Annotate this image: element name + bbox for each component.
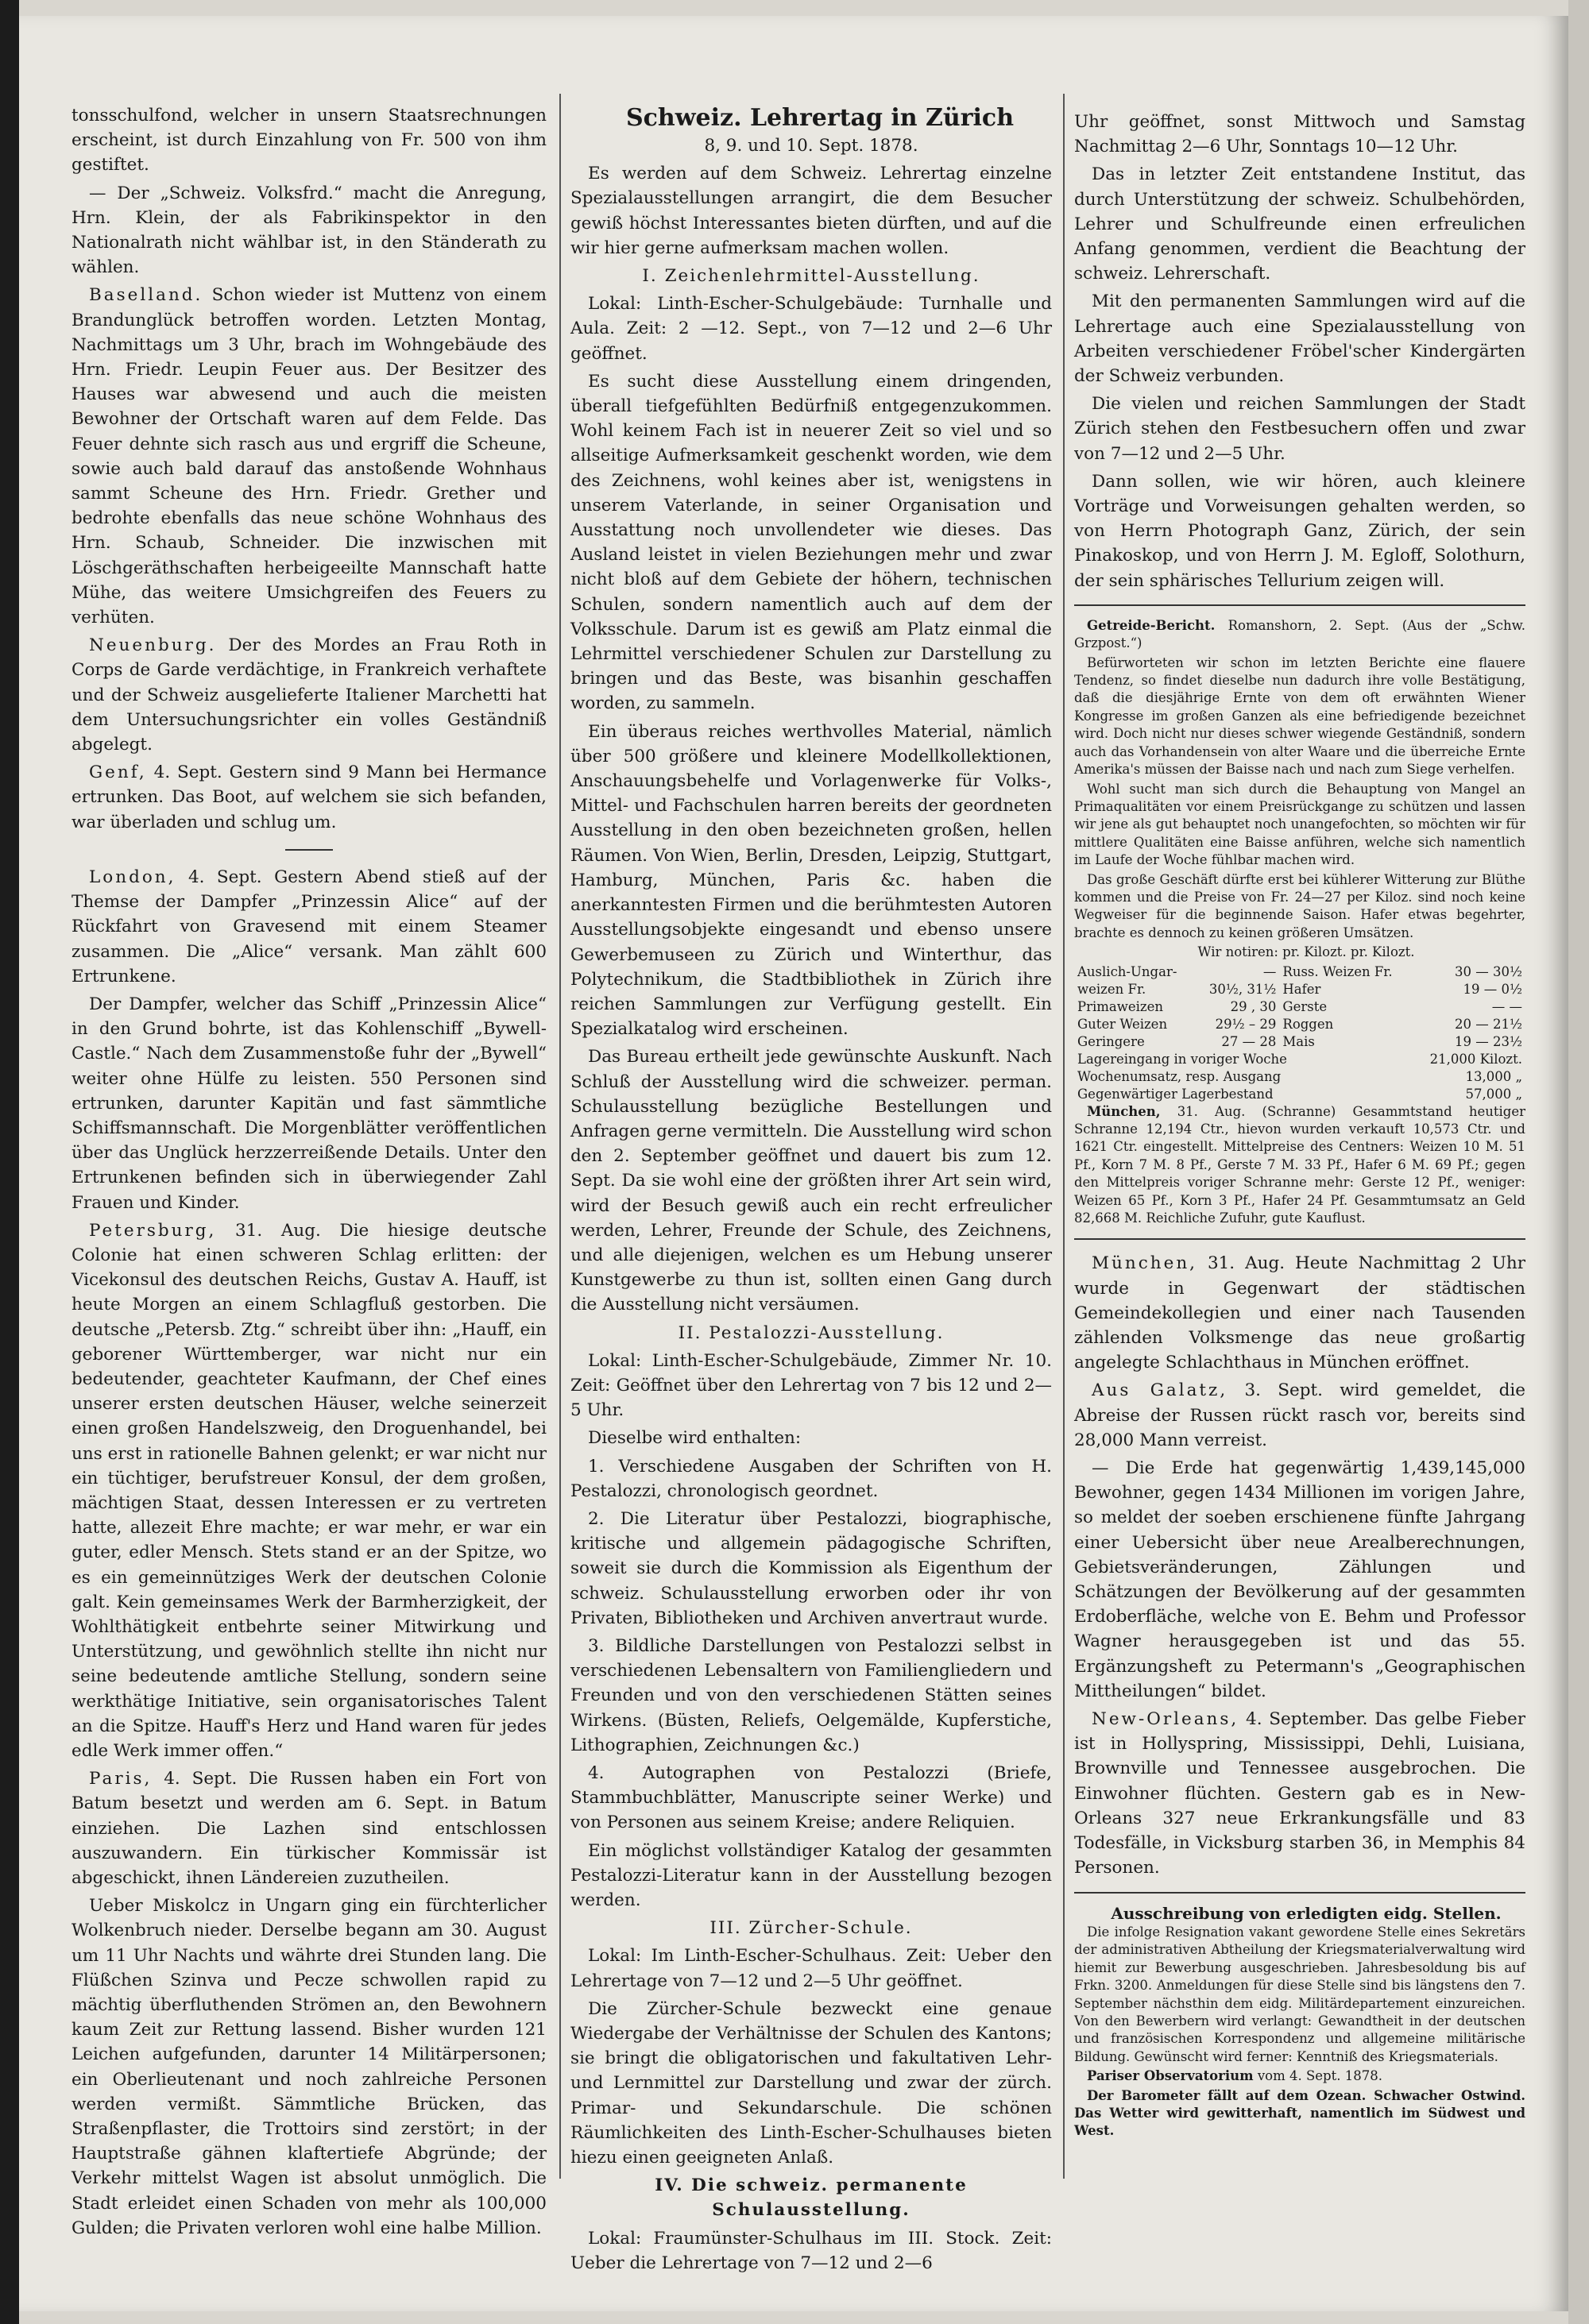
table-cell: 30 — 30½ xyxy=(1455,963,1522,979)
table-cell: Gerste xyxy=(1282,998,1328,1014)
paragraph: Ein überaus reiches werthvolles Material, nämlich über 500 größere und kleinere Modellkollektionen, Anschauungsbehelfe und Vorlagenwerke für Volks-, Mittel- und Fachschulen harren bereits der geordneten Ausstellung in den oben bezeichneten großen, hellen Räumen. Von Wien, Berlin, Dresden, Leipzig, Stuttgart, Hamburg, München, Paris &c. haben die anerkanntesten Firmen und die berühmtesten Autoren Ausstellungsobjekte eingesandt und ebenso unsere Gewerbemuseen zu Zürich und Winterthur, das Polytechnikum, die Stadtbibliothek in Zürich ihre reichen Sammlungen zur Verfügung gestellt. Ein Spezialkatalog wird erscheinen. xyxy=(570,721,1052,1040)
section-divider xyxy=(1074,1892,1525,1894)
section-divider xyxy=(285,849,333,851)
table-cell: — — xyxy=(1491,998,1522,1014)
news-text: 3. Sept. wird gemeldet, die Abreise der Russen rückt rasch vor, bereits sind 28,000 Mann verreist. xyxy=(1074,1380,1525,1450)
paragraph: Der Dampfer, welcher das Schiff „Prinzessin Alice“ in den Grund bohrte, ist das Kohlenschiff „Bywell-Castle.“ Nach dem Zusammenstoße fuhr der „Bywell“ weiter ohne Hülfe zu leisten. 550 Personen sind ertrunken, darunter Kapitän und fast sämmtliche Schiffsmannschaft. Die Morgenblätter veröffentlichen über das Unglück herzzerreißende Details. Unter den Ertrunkenen befinden sich in überwiegender Zahl Frauen und Kinder. xyxy=(72,994,547,1213)
table-cell: 19 — 23½ xyxy=(1455,1033,1522,1049)
table-cell: Lagereingang in voriger Woche xyxy=(1077,1051,1287,1067)
dateline: München, xyxy=(1087,1103,1161,1119)
observatory-title: Pariser Observatorium xyxy=(1087,2068,1254,2084)
rates-caption: Wir notiren: pr. Kilozt. pr. Kilozt. xyxy=(1197,944,1415,960)
paragraph: Es sucht diese Ausstellung einem dringenden, überall tiefgefühlten Bedürfniß entgegenzukommen. Wohl keinem Fach ist in neuerer Zeit so viel und so allseitige Aufmerksamkeit geschenkt worden, wie dem des Zeichnens, wohl keines aber ist, wenigstens in unserem Vaterlande, in seiner Organisation und Ausstattung noch unvollendeter wie dieses. Das Ausland leistet in vielen Beziehungen mehr und zwar nicht bloß auf dem Gebiete der höhern, technischen Schulen, sondern namentlich auch auf dem der Volksschule. Darum ist es gewiß am Platz einmal die Lehrmittel verschiedener Schulen zur Darstellung zu bringen und das Beste, was bisanhin geschaffen worden, zu sammeln. xyxy=(570,371,1052,714)
paragraph: Die Zürcher-Schule bezweckt eine genaue Wiedergabe der Verhältnisse der Schulen des Kantons; sie bringt die obligatorischen und fakultativen Lehr- und Lernmittel zur Darstellung und zwar der zürch. Primar- und Sekundarschule. Die schönen Räumlichkeiten des Linth-Escher-Schulhauses bieten hiezu einen geeigneten Anlaß. xyxy=(570,1998,1052,2168)
list-item: 1. Verschiedene Ausgaben der Schriften von H. Pestalozzi, chronologisch geordnet. xyxy=(570,1456,1052,1501)
table-cell: 30½, 31½ xyxy=(1208,981,1277,997)
paragraph: Befürworteten wir schon im letzten Berichte eine flauere Tendenz, so findet dieselbe nun dadurch ihre volle Bestätigung, daß die diesjährige Ernte von dem oft erwähnten Wiener Kongresse im großen Ganzen als eine befriedigende bezeichnet wird. Doch nicht nur dieses schwer wiegende Geständniß, sondern auch das Vorhandensein von alter Waare und die überreiche Ernte Amerika's müssen der Baisse nach und nach zum Siege verhelfen. xyxy=(1074,654,1525,778)
observatory-header xyxy=(1074,2067,1525,2085)
table-cell: Wochenumsatz, resp. Ausgang xyxy=(1077,1068,1282,1084)
job-notice xyxy=(1074,1905,1525,2141)
table-cell: 57,000 „ xyxy=(1465,1086,1522,1102)
table-cell: Primaweizen xyxy=(1077,998,1163,1014)
dateline: Baselland. xyxy=(89,285,203,306)
news-item-london xyxy=(72,865,547,989)
table-row xyxy=(1074,1016,1525,1033)
table-row xyxy=(1074,1068,1525,1086)
table-cell: 20 — 21½ xyxy=(1455,1016,1522,1032)
paragraph: Das in letzter Zeit entstandene Institut, das durch Unterstützung der schweiz. Schulbehörden, Lehrer und Schulfreunde einen erfreulichen Anfang genommen, verdient die Beachtung der schweiz. Lehrerschaft. xyxy=(1074,164,1525,284)
table-cell: Roggen xyxy=(1282,1016,1334,1032)
dateline: Paris, xyxy=(89,1769,153,1789)
news-text: 4. Sept. Gestern Abend stieß auf der Themse der Dampfer „Prinzessin Alice“ auf der Rückfahrt von Gravesend mit einem Steamer zusammen. Die „Alice“ versank. Man zählt 600 Ertrunkene. xyxy=(72,867,547,986)
paragraph: Das große Geschäft dürfte erst bei kühlerer Witterung zur Blüthe kommen und die Preise von Fr. 24—27 per Kiloz. sind noch keine Wegweiser für die beginnende Saison. Hafer etwas begehrter, brachte es dennoch zu keinen größeren Umsätzen. xyxy=(1074,871,1525,940)
news-text: 4. Sept. Die Russen haben ein Fort von Batum besetzt und werden am 6. Sept. in Batum einziehen. Die Lazhen sind entschlossen auszuwandern. Ein türkischer Kommissär ist abgeschickt, ihnen Ländereien zuzutheilen. xyxy=(72,1769,547,1889)
news-item-genf xyxy=(72,760,547,835)
column-rule xyxy=(559,94,561,2179)
paragraph: — Der „Schweiz. Volksfrd.“ macht die Anregung, Hrn. Klein, der als Fabrikinspektor in den Nationalrath nicht wählbar ist, in den Ständerath zu wählen. xyxy=(72,183,547,278)
table-row xyxy=(1074,1033,1525,1051)
section-heading: IV. Die schweiz. permanente Schulausstellung. xyxy=(655,2175,968,2221)
paragraph: Das Bureau ertheilt jede gewünschte Auskunft. Nach Schluß der Ausstellung wird die schweizer. perman. Schulausstellung bezügliche Bestellungen und Anfragen gerne vermitteln. Die Ausstellung wird schon den 2. September geöffnet und dauert bis zum 12. Sept. Da sie wohl eine der größten ihrer Art sein wird, wird der Besuch gewiß auch ein recht erfreulicher werden, Lehrer, Freunde der Schule, des Zeichnens, und alle diejenigen, welchen es um Hebung unserer Kunstgewerbe zu thun ist, sollten einen Gang durch die Ausstellung nicht versäumen. xyxy=(570,1047,1052,1315)
list-item: 3. Bildliche Darstellungen von Pestalozzi selbst in verschiedenen Lebensaltern von Familiengliedern und Freunden und von den verschiedenen Stätten seines Wirkens. (Büsten, Reliefs, Oelgemälde, Kupferstiche, Lithographien, Zeichnungen &c.) xyxy=(570,1635,1052,1755)
dateline: Neuenburg. xyxy=(89,635,217,656)
location-line: Lokal: Linth-Escher-Schulgebäude, Zimmer Nr. 10. Zeit: Geöffnet über den Lehrertag von 7 bis 12 und 2—5 Uhr. xyxy=(570,1350,1052,1421)
column-right xyxy=(1074,110,1525,2142)
news-text: Schon wieder ist Muttenz von einem Brandunglück betroffen worden. Letzten Montag, Nachmittags um 3 Uhr, brach im Wohngebäude des Hrn. Friedr. Leupin Feuer aus. Der Besitzer des Hauses war abwesend und auch die meisten Bewohner der Ortschaft waren auf dem Felde. Das Feuer dehnte sich rasch aus und ergriff die Scheune, sowie auch bald darauf das anstoßende Wohnhaus sammt Scheune des Hrn. Friedr. Grether und bedrohte ebenfalls das neue schöne Wohnhaus des Hrn. Schaub, Schneider. Die inzwischen mit Löschgeräthschaften herbeigeeilte Mannschaft hatte Mühe, das weitere Umsichgreifen des Feuers zu verhüten. xyxy=(72,285,547,628)
paragraph: Die vielen und reichen Sammlungen der Stadt Zürich stehen den Festbesuchern offen und zwar von 7—12 und 2—5 Uhr. xyxy=(1074,394,1525,464)
dateline: London, xyxy=(89,867,176,887)
dateline: Genf, xyxy=(89,762,147,783)
grain-report xyxy=(1074,617,1525,1228)
column-middle xyxy=(570,103,1052,2279)
table-cell: — xyxy=(1262,963,1277,979)
news-item-erde: — Die Erde hat gegenwärtig 1,439,145,000 Bewohner, gegen 1434 Millionen im vorigen Jahre, so meldet der soeben erschienene fünfte Jahrgang einer Uebersicht über neue Arealberechnungen, Gebietsveränderungen, Zählungen und Schätzungen der Bevölkerung auf der gesammten Erdoberfläche, welche von E. Behm und Professor Wagner herausgegeben ist und das 55. Ergänzungsheft zu Petermann's „Geographischen Mittheilungen“ bildet. xyxy=(1074,1458,1525,1701)
table-cell: 13,000 „ xyxy=(1465,1068,1522,1084)
grain-report-title: Getreide-Bericht. xyxy=(1087,617,1216,633)
news-item-galatz xyxy=(1074,1378,1525,1453)
notice-text: Die infolge Resignation vakant gewordene Stelle eines Sekretärs der administrativen Abtheilung der Kriegsmaterialverwaltung wird hiemit zur Bewerbung ausgeschrieben. Jahresbesoldung bis auf Frkn. 3200. Anmeldungen für diese Stelle sind bis längstens den 7. September nächsthin dem eidg. Militärdepartement einzureichen. Von den Bewerbern wird verlangt: Gewandtheit in der deutschen und französischen Korrespondenz und allgemeine militärische Bildung. Gewünscht wird ferner: Kenntniß des Kriegsmaterials. xyxy=(1074,1924,1525,2064)
news-item-baselland xyxy=(72,283,547,630)
notice-title: Ausschreibung von erledigten eidg. Stellen. xyxy=(1111,1903,1502,1923)
article-title: Schweiz. Lehrertag in Zürich xyxy=(625,104,1015,132)
news-text: 4. Sept. Gestern sind 9 Mann bei Hermance ertrunken. Das Boot, auf welchem sie sich befanden, war überladen und schlug um. xyxy=(72,762,547,832)
dateline: Aus Galatz, xyxy=(1092,1380,1228,1401)
news-text: Der des Mordes an Frau Roth in Corps de Garde verdächtige, in Frankreich verhaftete und der Schweiz ausgelieferte Italiener Marchetti hat dem Untersuchungsrichter ein volles Geständniß abgelegt. xyxy=(72,635,547,755)
table-cell: Auslich-Ungar- xyxy=(1077,963,1177,979)
munchen-market-report xyxy=(1074,1103,1525,1228)
section-heading: II. Pestalozzi-Ausstellung. xyxy=(678,1322,945,1343)
observatory-date: vom 4. Sept. 1878. xyxy=(1257,2068,1382,2084)
table-cell: Mais xyxy=(1282,1033,1315,1049)
paragraph: Wohl sucht man sich durch die Behauptung von Mangel an Primaqualitäten vor einem Preisrückgange zu schützen und lassen wir jene als gut behauptet noch unangefochten, so möchten wir für mittlere Qualitäten eine Baisse anführen, welche sich namentlich im Laufe der Woche fühlbar machen wird. xyxy=(1074,781,1525,868)
location-line: Lokal: Im Linth-Escher-Schulhaus. Zeit: Ueber den Lehrertage von 7—12 und 2—5 Uhr geöffnet. xyxy=(570,1946,1052,1991)
table-cell: Hafer xyxy=(1282,981,1321,997)
news-item-miskolcz: Ueber Miskolcz in Ungarn ging ein fürchterlicher Wolkenbruch nieder. Derselbe begann am 30. August um 11 Uhr Nachts und währte drei Stunden lang. Die Flüßchen Szinva und Pecze schwollen rapid zu mächtig überfluthenden Strömen an, den Bewohnern kaum Zeit zur Rettung lassend. Bisher wurden 121 Leichen aufgefunden, darunter 14 Militärpersonen; ein Oberlieutenant und noch zahlreiche Personen werden vermißt. Sämmtliche Brücken, das Straßenpflaster, die Trottoirs sind zerstört; in der Hauptstraße gähnen klaftertiefe Abgründe; der Verkehr mittelst Wagen ist absolut unmöglich. Die Stadt erleidet einen Schaden von mehr als 100,000 Gulden; die Privaten verloren wohl eine halbe Million. xyxy=(72,1896,547,2238)
paragraph: Mit den permanenten Sammlungen wird auf die Lehrertage auch eine Spezialausstellung von Arbeiten verschiedener Fröbel'scher Kindergärten der Schweiz verbunden. xyxy=(1074,291,1525,387)
table-row xyxy=(1074,1086,1525,1103)
table-cell: Gegenwärtiger Lagerbestand xyxy=(1077,1086,1274,1102)
news-item-munchen xyxy=(1074,1251,1525,1375)
dateline: Petersburg, xyxy=(89,1220,217,1241)
news-text: 31. Aug. (Schranne) Gesammtstand heutiger Schranne 12,194 Ctr., hievon wurden verkauft 10,573 Ctr. und 1621 Ctr. eingestellt. Mittelpreise des Centners: Weizen 10 M. 51 Pf., Korn 7 M. 8 Pf., Gerste 7 M. 33 Pf., Hafer 6 M. 69 Pf.; gegen den Mittelpreis voriger Schranne mehr: Gerste 12 Pf., weniger: Weizen 65 Pf., Korn 3 Pf., Hafer 24 Pf. Gesammtumsatz an Geld 82,668 M. Reichliche Zufuhr, gute Kauflust. xyxy=(1074,1103,1526,1226)
column-left xyxy=(72,103,547,2244)
paragraph: tonsschulfond, welcher in unsern Staatsrechnungen erscheint, ist durch Einzahlung von Fr. 500 von ihm gestiftet. xyxy=(72,106,547,176)
table-row xyxy=(1074,998,1525,1016)
table-cell: 21,000 Kilozt. xyxy=(1429,1051,1522,1067)
news-text: 4. September. Das gelbe Fieber ist in Hollyspring, Mississippi, Dehli, Luisiana, Brownville und Tennessee ausgebrochen. Die Einwohner flüchten. Gestern gab es in New-Orleans 327 neue Erkrankungsfälle und 83 Todesfälle, in Vicksburg starben 36, in Memphis 84 Personen. xyxy=(1074,1709,1525,1878)
section-heading: I. Zeichenlehrmittel-Ausstellung. xyxy=(642,266,980,287)
table-row xyxy=(1074,981,1525,998)
news-item-neuenburg xyxy=(72,633,547,757)
paragraph: Uhr geöffnet, sonst Mittwoch und Samstag Nachmittag 2—6 Uhr, Sonntags 10—12 Uhr. xyxy=(1074,112,1525,157)
list-item: 2. Die Literatur über Pestalozzi, biographische, kritische und allgemein pädagogische Schriften, soweit sie durch die Kommission als Eigenthum der schweiz. Schulausstellung erworben oder ihr von Privaten, Bibliotheken und Archiven anvertraut wurde. xyxy=(570,1508,1052,1628)
location-line: Lokal: Fraumünster-Schulhaus im III. Stock. Zeit: Ueber die Lehrertage von 7—12 und 2—6 xyxy=(570,2228,1052,2273)
section-divider xyxy=(1074,1238,1525,1240)
table-cell: 29 , 30 xyxy=(1230,998,1277,1014)
column-rule xyxy=(1063,94,1065,2179)
table-cell: Guter Weizen xyxy=(1077,1016,1168,1032)
observatory-text: Der Barometer fällt auf dem Ozean. Schwacher Ostwind. Das Wetter wird gewitterhaft, namentlich im Südwest und West. xyxy=(1074,2087,1525,2139)
article-dates: 8, 9. und 10. Sept. 1878. xyxy=(704,136,918,156)
news-item-new-orleans xyxy=(1074,1707,1525,1880)
grain-report-source: Romanshorn, 2. Sept. (Aus der „Schw. Grzpost.“) xyxy=(1074,617,1525,651)
news-item-paris xyxy=(72,1766,547,1890)
table-cell: Geringere xyxy=(1077,1033,1145,1049)
news-item-petersburg xyxy=(72,1218,547,1763)
section-heading: III. Zürcher-Schule. xyxy=(709,1918,913,1939)
paragraph: Dann sollen, wie wir hören, auch kleinere Vorträge und Vorweisungen gehalten werden, so von Herrn Photograph Ganz, Zürich, der sein Pinakoskop, und von Herrn J. M. Egloff, Solothurn, der sein sphärisches Tellurium zeigen will. xyxy=(1074,471,1525,591)
table-cell: weizen Fr. xyxy=(1077,981,1146,997)
paragraph: Dieselbe wird enthalten: xyxy=(588,1428,802,1449)
grain-report-header xyxy=(1074,617,1525,653)
dateline: New-Orleans, xyxy=(1092,1709,1239,1730)
table-cell: 19 — 0½ xyxy=(1463,981,1522,997)
paragraph: Es werden auf dem Schweiz. Lehrertag einzelne Spezialausstellungen arrangirt, die dem Besucher gewiß höchst Interessantes bieten dürften, und auf die wir hier gerne aufmerksam machen wollen. xyxy=(570,164,1052,258)
dateline: München, xyxy=(1092,1253,1198,1274)
table-cell: 29½ – 29 xyxy=(1215,1016,1277,1032)
list-item: 4. Autographen von Pestalozzi (Briefe, Stammbuchblätter, Manuscripte seiner Werke) und von Personen aus seinem Kreise; andere Reliquien. xyxy=(570,1763,1052,1833)
location-line: Lokal: Linth-Escher-Schulgebäude: Turnhalle und Aula. Zeit: 2 —12. Sept., von 7—12 und 2—6 Uhr geöffnet. xyxy=(570,294,1052,364)
scan-right-margin xyxy=(1568,0,1589,2324)
paragraph: Ein möglichst vollständiger Katalog der gesammten Pestalozzi-Literatur kann in der Ausstellung bezogen werden. xyxy=(570,1840,1052,1911)
grain-price-table xyxy=(1074,963,1525,1103)
table-row xyxy=(1074,963,1525,981)
news-text: 31. Aug. Heute Nachmittag 2 Uhr wurde in Gegenwart der städtischen Gemeindekollegien und einer nach Tausenden zählenden Volksmenge das neue großartig angelegte Schlachthaus in München eröffnet. xyxy=(1074,1253,1525,1373)
news-text: 31. Aug. Die hiesige deutsche Colonie hat einen schweren Schlag erlitten: der Vicekonsul des deutschen Reichs, Gustav A. Hauff, ist heute Morgen an einem Schlagfluß gestorben. Die deutsche „Petersb. Ztg.“ schreibt über ihn: „Hauff, ein geborener Württemberger, war nicht nur ein bedeutender, geachteter Kaufmann, der Chef eines unserer ersten deutschen Häuser, welche seinerzeit einen großen Handelszweig, den Droguenhandel, bei uns erst in rationelle Bahnen gelenkt; er war nicht nur ein tüchtiger, berufstreuer Konsul, der dem großen, mächtigen Staat, dessen Interessen er zu vertreten hatte, allezeit Ehre machte; er war mehr, er war ein guter, edler Mensch. Stets stand er an der Spitze, wo es ein gemeinnütziges Werk der deutschen Colonie galt. Kein gemeinsames Werk der Barmherzigkeit, der Wohlthätigkeit entbehrte seiner Mitwirkung und Unterstützung, und gewöhnlich stellte ihn nicht nur seine bedeutende amtliche Stellung, sondern seine werkthätige Initiative, sein organisatorisches Talent an die Spitze. Hauff's Herz und Hand waren für jedes edle Werk immer offen.“ xyxy=(72,1220,547,1761)
section-divider xyxy=(1074,604,1525,606)
table-cell: 27 — 28 xyxy=(1221,1033,1277,1049)
scan-left-border xyxy=(0,0,19,2324)
table-cell: Russ. Weizen Fr. xyxy=(1282,963,1393,979)
table-row xyxy=(1074,1051,1525,1068)
